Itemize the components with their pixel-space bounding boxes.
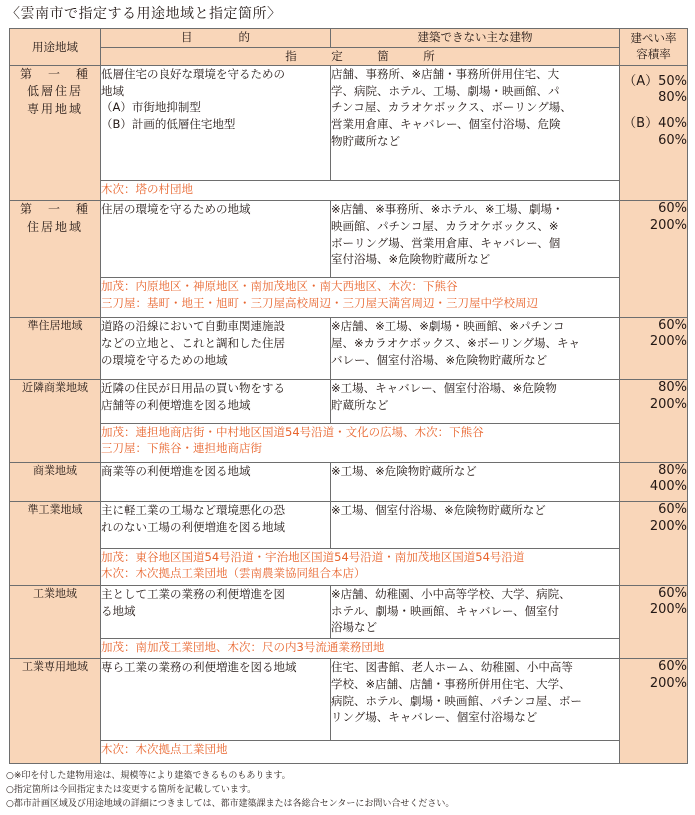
building-line: チンコ屋、カラオケボックス、ボーリング場、 xyxy=(331,100,572,115)
header-ratio-line1: 建ぺい率 xyxy=(630,31,677,46)
purpose-cell xyxy=(101,65,331,180)
zone-row xyxy=(10,201,688,278)
building-line: 営業用倉庫、キャバレー、個室付浴場、危険 xyxy=(331,116,561,131)
ratio-value: 80% xyxy=(658,380,687,396)
designated-area-cell xyxy=(101,548,620,585)
designated-area-row xyxy=(10,277,688,317)
purpose-line: れのない工場の利便増進を図る地域 xyxy=(101,519,285,534)
zone-body xyxy=(10,65,688,763)
designated-area-line: 加茂：連担地商店街・中村地区国道54号沿道・文化の広場、木次：下熊谷 xyxy=(101,424,484,439)
ratio-value: （B）40% xyxy=(623,116,687,132)
designated-area-line: 木次：木次拠点工業団地（雲南農業協同組合本店） xyxy=(101,566,366,581)
zone-row xyxy=(10,318,688,380)
ratio-value: 60% xyxy=(658,586,687,602)
designated-area-line: 三刀屋：下熊谷・連担地商店街 xyxy=(101,441,262,456)
purpose-cell xyxy=(101,502,331,549)
building-cell xyxy=(331,502,620,549)
zone-row xyxy=(10,659,688,741)
purpose-line: る地域 xyxy=(101,603,136,618)
designated-area-line: 加茂：東谷地区国道54号沿道・宇治地区国道54号沿道・南加茂地区国道54号沿道 xyxy=(101,549,525,564)
ratio-cell xyxy=(620,201,688,318)
designated-area-cell xyxy=(101,423,620,462)
ratio-cell xyxy=(620,380,688,463)
purpose-line: 商業等の利便増進を図る地域 xyxy=(101,463,251,478)
building-cell xyxy=(331,586,620,639)
note-item: ○指定箇所は今回指定または変更する箇所を記載しています。 xyxy=(6,785,257,795)
designated-area-line: 加茂：内原地区・神原地区・南加茂地区・南大西地区、木次：下熊谷 xyxy=(101,278,458,293)
building-line: 屋、※カラオケボックス、※ボーリング場、キャ xyxy=(331,335,581,350)
building-cell xyxy=(331,201,620,278)
designated-area-cell xyxy=(101,741,620,764)
zone-name-line: 商業地域 xyxy=(33,463,77,477)
building-cell xyxy=(331,318,620,380)
zone-name-cell xyxy=(10,380,101,463)
purpose-line: の環境を守るための地域 xyxy=(101,352,228,367)
building-line: ※店舗、※事務所、※ホテル、※工場、劇場・ xyxy=(331,202,564,217)
building-line: ※店舗、※工場、※劇場・映画館、※パチンコ xyxy=(331,319,565,334)
building-line: ※店舗、幼稚園、小中高等学校、大学、病院、 xyxy=(331,587,571,602)
header-subrow xyxy=(10,47,688,65)
header-ratio-line2: 容積率 xyxy=(636,46,671,61)
ratio-value: （A）50% xyxy=(623,73,687,89)
zone-name-cell xyxy=(10,659,101,764)
designated-area-row xyxy=(10,180,688,201)
purpose-line: 専ら工業の業務の利便増進を図る地域 xyxy=(101,660,297,675)
page-title: 〈雲南市で指定する用途地域と指定箇所〉 xyxy=(6,6,282,22)
ratio-cell xyxy=(620,65,688,200)
designated-area-line: 加茂：南加茂工業団地、木次：尺の内3号流通業務団地 xyxy=(101,639,385,654)
building-line: 病院、ホテル、劇場・映画館、パチンコ屋、ボー xyxy=(331,693,582,708)
zone-name-line: 工業地域 xyxy=(33,587,77,601)
ratio-value: 60% xyxy=(658,201,687,217)
building-cell xyxy=(331,380,620,423)
zone-row xyxy=(10,65,688,180)
zone-name-line: 近隣商業地域 xyxy=(22,381,88,395)
zone-name-cell xyxy=(10,201,101,318)
designated-area-row xyxy=(10,548,688,585)
building-cell xyxy=(331,659,620,741)
designated-area-cell xyxy=(101,638,620,659)
purpose-cell xyxy=(101,462,331,501)
zone-name-cell xyxy=(10,318,101,380)
zone-name-cell xyxy=(10,586,101,659)
zone-row xyxy=(10,586,688,639)
building-line: 学、病院、ホテル、工場、劇場・映画館、パ xyxy=(331,83,560,98)
ratio-value: 200% xyxy=(649,675,687,691)
ratio-value: 60% xyxy=(658,132,687,148)
ratio-value: 60% xyxy=(658,318,687,334)
zone-name-line: 準工業地域 xyxy=(27,503,83,517)
header-zone: 用途地域 xyxy=(10,29,101,66)
building-line: バレー、個室付浴場、※危険物貯蔵所など xyxy=(331,352,548,367)
building-line: 浴場など xyxy=(331,620,377,635)
building-line: 物貯蔵所など xyxy=(331,133,400,148)
building-line: ※工場、個室付浴場、※危険物貯蔵所など xyxy=(331,503,546,518)
zone-row xyxy=(10,462,688,501)
building-line: ボーリング場、営業用倉庫、キャバレー、個 xyxy=(331,235,561,250)
zone-row xyxy=(10,380,688,423)
ratio-cell xyxy=(620,462,688,501)
designated-area-cell xyxy=(101,277,620,317)
purpose-line: 主として工業の業務の利便増進を図 xyxy=(101,587,285,602)
header-designated: 指 定 箇 所 xyxy=(101,47,620,65)
ratio-value: 200% xyxy=(649,334,687,350)
building-line: リング場、キャバレー、個室付浴場など xyxy=(331,710,538,725)
purpose-line: 店舗等の利便増進を図る地域 xyxy=(101,397,251,412)
designated-area-row xyxy=(10,423,688,462)
note-item: ○※印を付した建物用途は、規模等により建築できるものもあります。 xyxy=(6,771,291,781)
zone-name-cell xyxy=(10,65,101,200)
zoning-table xyxy=(9,28,688,764)
designated-area-line: 木次：塔の村団地 xyxy=(101,181,193,196)
purpose-line: などの立地と、これと調和した住居 xyxy=(101,335,285,350)
purpose-line: 道路の沿線において自動車関連施設 xyxy=(101,319,285,334)
ratio-value: 200% xyxy=(649,396,687,412)
zone-name-line: 第 一 種 xyxy=(19,202,90,217)
ratio-cell xyxy=(620,502,688,586)
purpose-cell xyxy=(101,659,331,741)
designated-area-cell xyxy=(101,180,620,201)
building-line: 店舗、事務所、※店舗・事務所併用住宅、大 xyxy=(331,66,560,81)
building-line: 学校、※店舗、店舗・事務所併用住宅、大学、 xyxy=(331,677,571,692)
building-line: 貯蔵所など xyxy=(331,397,389,412)
designated-area-line: 木次：木次拠点工業団地 xyxy=(101,742,228,757)
designated-area-line: 三刀屋：基町・地王・旭町・三刀屋高校周辺・三刀屋天満宮周辺・三刀屋中学校周辺 xyxy=(101,295,538,310)
zone-name-line: 専用地域 xyxy=(26,101,83,116)
notes xyxy=(6,769,454,811)
header-building: 建築できない主な建物 xyxy=(331,29,620,48)
building-line: 住宅、図書館、老人ホーム、幼稚園、小中高等 xyxy=(331,660,573,675)
ratio-value: 200% xyxy=(649,217,687,233)
ratio-value: 400% xyxy=(649,479,687,495)
zone-name-line: 工業専用地域 xyxy=(22,660,88,674)
ratio-value: 80% xyxy=(658,462,687,478)
building-line: 映画館、パチンコ屋、カラオケボックス、※ xyxy=(331,219,559,234)
zone-row xyxy=(10,502,688,549)
ratio-value: 200% xyxy=(649,602,687,618)
header-ratio xyxy=(620,29,688,66)
header-purpose: 目 的 xyxy=(101,29,331,48)
note-item: ○都市計画区域及び用途地域の詳細につきましては、都市建築課または各総合センターにお問い合せください。 xyxy=(6,799,455,809)
ratio-cell xyxy=(620,659,688,764)
purpose-cell xyxy=(101,586,331,639)
ratio-value: 80% xyxy=(658,90,687,106)
purpose-line: 主に軽工業の工場など環境悪化の恐 xyxy=(101,503,285,518)
ratio-cell xyxy=(620,318,688,380)
zone-name-cell xyxy=(10,502,101,586)
ratio-gap xyxy=(620,106,687,116)
building-cell xyxy=(331,462,620,501)
designated-area-row xyxy=(10,741,688,764)
ratio-value: 200% xyxy=(649,518,687,534)
purpose-line: 地域 xyxy=(101,83,124,98)
ratio-value: 60% xyxy=(658,659,687,675)
building-line: ※工場、※危険物貯蔵所など xyxy=(331,463,477,478)
zone-name-line: 低層住居 xyxy=(26,84,83,99)
purpose-cell xyxy=(101,380,331,423)
zone-name-line: 準住居地域 xyxy=(27,319,83,333)
zone-name-line: 住居地域 xyxy=(26,219,83,234)
building-line: 室付浴場、※危険物貯蔵所など xyxy=(331,252,491,267)
purpose-cell xyxy=(101,318,331,380)
building-cell xyxy=(331,65,620,180)
ratio-value: 60% xyxy=(658,502,687,518)
zone-name-cell xyxy=(10,462,101,501)
building-line: ホテル、劇場・映画館、キャバレー、個室付 xyxy=(331,603,560,618)
header-row xyxy=(10,29,688,48)
ratio-cell xyxy=(620,586,688,659)
zone-name-line: 第 一 種 xyxy=(19,66,90,81)
purpose-line: （B）計画的低層住宅地型 xyxy=(101,116,236,131)
purpose-cell xyxy=(101,201,331,278)
purpose-line: 低層住宅の良好な環境を守るための xyxy=(101,66,285,81)
purpose-line: 住居の環境を守るための地域 xyxy=(101,202,251,217)
purpose-line: （A）市街地抑制型 xyxy=(101,100,201,115)
designated-area-row xyxy=(10,638,688,659)
purpose-line: 近隣の住民が日用品の買い物をする xyxy=(101,381,285,396)
building-line: ※工場、キャバレー、個室付浴場、※危険物 xyxy=(331,381,557,396)
